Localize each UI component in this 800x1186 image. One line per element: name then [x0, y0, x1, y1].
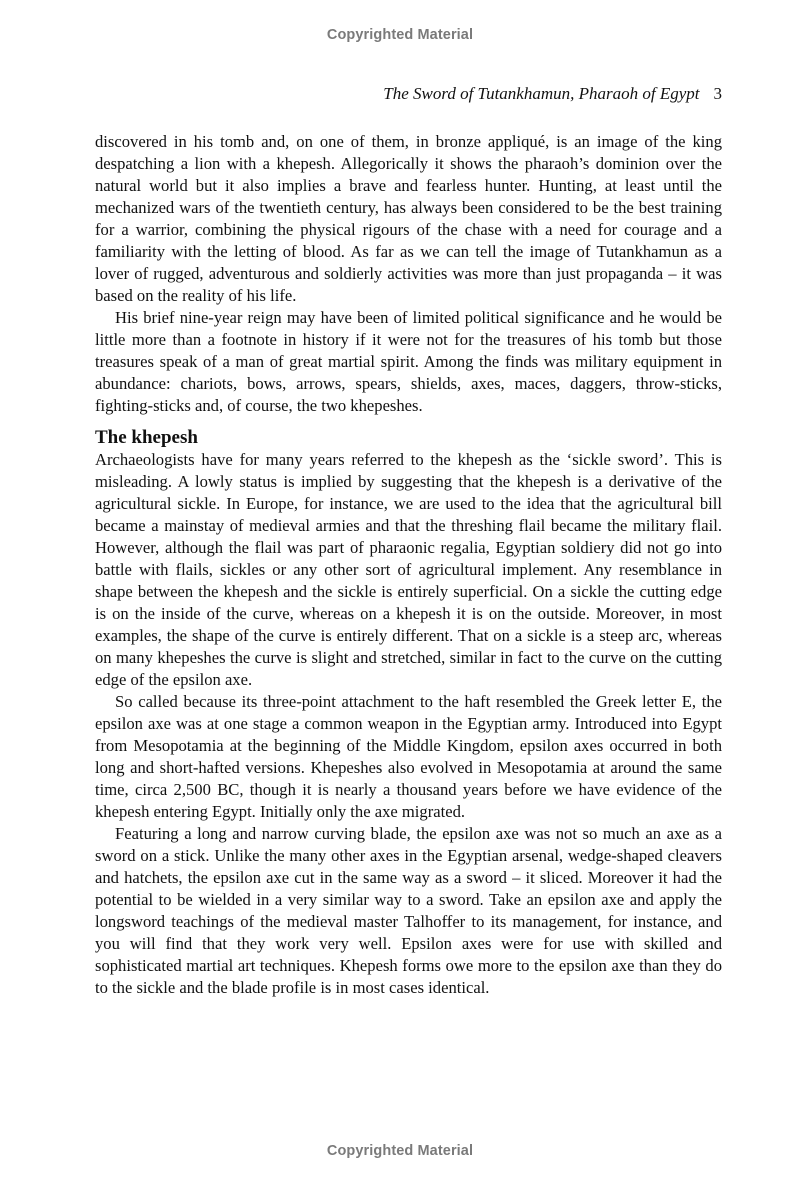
paragraph-continued: discovered in his tomb and, on one of them, in bronze appliqué, is an image of the king despatching a lion with a khepesh. Allegorically it shows the pharaoh’s dominion over the natural world but it also implies a brave and fearless hunter. Hunting, at least until the mechanized wars of the twentieth century, has always been considered to be the best training for a warrior, combining the physical rigours of the chase with a need for courage and a familiarity with the letting of blood. As far as we can tell the image of Tutankhamun as a lover of rugged, adventurous and soldierly activities was more than just propaganda – it was based on the reality of his life. [95, 132, 722, 305]
paragraph-epsilon-axe-origin: So called because its three-point attachment to the haft resembled the Greek letter E, the epsilon axe was at one stage a common weapon in the Egyptian army. Introduced into Egypt from Mesopotamia at the beginning of the Middle Kingdom, epsilon axes occurred in both long and short-hafted versions. Khepeshes also evolved in Mesopotamia at around the same time, circa 2,500 BC, though it is nearly a thousand years before we have evidence of the khepesh entering Egypt. Initially only the axe migrated. [95, 692, 722, 821]
copyright-watermark-top: Copyrighted Material [326, 27, 474, 43]
page-body [95, 131, 722, 999]
paragraph-sickle-sword: Archaeologists have for many years referred to the khepesh as the ‘sickle sword’. This is misleading. A lowly status is implied by suggesting that the khepesh is a derivative of the agricultural sickle. In Europe, for instance, we are used to the idea that the agricultural bill became a mainstay of medieval armies and that the threshing flail became the military flail. However, although the flail was part of pharaonic regalia, Egyptian soldiery did not go into battle with flails, sickles or any other sort of agricultural implement. Any resemblance in shape between the khepesh and the sickle is entirely superficial. On a sickle the cutting edge is on the inside of the curve, whereas on a khepesh it is on the outside. Moreover, in most examples, the shape of the curve is entirely different. That on a sickle is a steep arc, whereas on many khepeshes the curve is slight and stretched, similar in fact to the curve on the cutting edge of the epsilon axe. [95, 450, 722, 689]
paragraph-reign: His brief nine-year reign may have been of limited political significance and he would be little more than a footnote in history if it were not for the treasures of his tomb but those treasures speak of a man of great martial spirit. Among the finds was military equipment in abundance: chariots, bows, arrows, spears, shields, axes, maces, daggers, throw-sticks, fighting-sticks and, of course, the two khepeshes. [95, 308, 722, 415]
running-head [95, 84, 722, 106]
running-head-title: The Sword of Tutankhamun, Pharaoh of Egypt [383, 84, 700, 103]
copyright-watermark-bottom: Copyrighted Material [326, 1143, 474, 1159]
paragraph-epsilon-axe-blade: Featuring a long and narrow curving blade, the epsilon axe was not so much an axe as a sword on a stick. Unlike the many other axes in the Egyptian arsenal, wedge-shaped cleavers and hatchets, the epsilon axe cut in the same way as a sword – it sliced. Moreover it had the potential to be wielded in a very similar way to a sword. Take an epsilon axe and apply the longsword teachings of the medieval master Talhoffer to its management, for instance, and you will find that they work very well. Epsilon axes were for use with skilled and sophisticated martial art techniques. Khepesh forms owe more to the epsilon axe than they do to the sickle and the blade profile is in most cases identical. [95, 824, 722, 997]
section-heading-khepesh: The khepesh [95, 427, 198, 448]
page-number: 3 [713, 84, 722, 103]
